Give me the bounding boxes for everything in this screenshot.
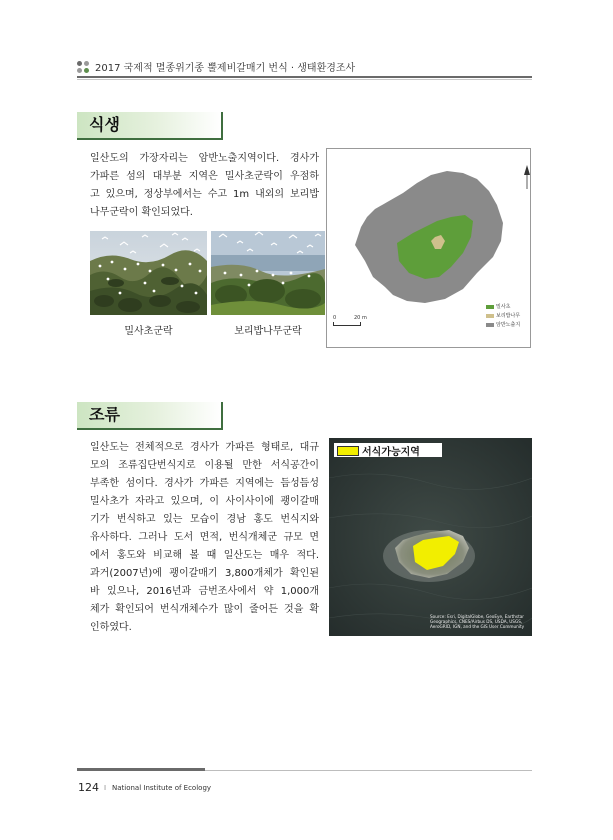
section-header-vegetation [77,112,223,140]
legend-label: 밀사초 [496,304,511,310]
scale-bar [333,322,361,326]
photo-caption: 보리밥나무군락 [234,326,302,337]
text-line: 부족한 섬이다. 경사가 가파른 지역에는 듬성듬성 [90,478,319,489]
scale-label: 0 [333,315,337,321]
text-line: 모의 조류집단번식지로 이용될 만한 서식공간이 [90,460,319,471]
section-title: 식생 [89,115,120,134]
footer-bar [77,768,205,771]
header-rule [77,76,532,78]
birds-paragraph [90,439,319,637]
section-title: 조류 [89,405,120,424]
legend-swatch [486,305,494,309]
footer-separator: I [104,784,107,792]
text-line: 유사하다. 그러나 도서 면적, 번식개체군 규모 면 [90,532,319,543]
satellite-image [329,438,532,636]
photo-oleaster-community [211,231,325,315]
legend-swatch [337,446,359,456]
text-line: 밀사초가 자라고 있으며, 이 사이사이에 괭이갈매 [90,496,319,507]
text-line: 나무군락이 확인되었다. [90,207,193,218]
text-line: 고 있으며, 정상부에서는 수고 1m 내외의 보리밥 [90,189,319,200]
text-line: 바 있으나, 2016년과 금번조사에서 약 1,000개 [90,586,319,597]
institute-name: National Institute of Ecology [112,784,212,792]
photo-caption: 밀사초군락 [124,326,173,337]
page-number: 124 [78,781,99,794]
section-header-birds [77,402,223,430]
text-line: 과거(2007년)에 괭이갈매기 3,800개체가 확인된 [90,568,319,579]
text-line: 일산도는 전체적으로 경사가 가파른 형태로, 대규 [90,442,319,453]
north-arrow-icon [524,165,530,189]
running-header: 2017 국제적 멸종위기종 뿔제비갈매기 번식 · 생태환경조사 [95,63,356,74]
scale-label: 20 m [354,315,367,321]
vegetation-paragraph [90,150,319,222]
text-line: 가파른 섬의 대부분 지역은 밀사초군락이 우점하 [90,171,319,182]
text-line: 에서 홍도와 비교해 볼 때 일산도는 매우 적다. [90,550,319,561]
text-line: 기가 번식하고 있는 모습이 경남 홍도 번식지와 [90,514,319,525]
text-line: 체가 확인되어 번식개체수가 많이 줄어든 것을 확 [90,604,319,615]
legend-swatch [486,323,494,327]
header-rule-thin [77,79,532,80]
header-dots-icon [77,61,91,75]
legend-label: 암반노출지 [496,322,521,328]
photo-sedge-community [90,231,207,315]
legend-swatch [486,314,494,318]
legend-label: 보리밥나무 [496,313,521,319]
imagery-source-credit: Source: Esri, DigitalGlobe, GeoEye, Earthstar Geographics, CNES/Airbus DS, USDA, USGS, AeroGRID, IGN, and the GIS User Community [430,614,525,629]
text-line: 인하였다. [90,622,132,633]
legend-item [486,321,520,328]
vegetation-map [326,148,531,348]
text-line: 일산도의 가장자리는 암반노출지역이다. 경사가 [90,153,319,164]
legend-item [486,312,520,319]
legend-label: 서식가능지역 [362,447,420,458]
legend-item [486,303,511,310]
satellite-legend [334,443,442,457]
